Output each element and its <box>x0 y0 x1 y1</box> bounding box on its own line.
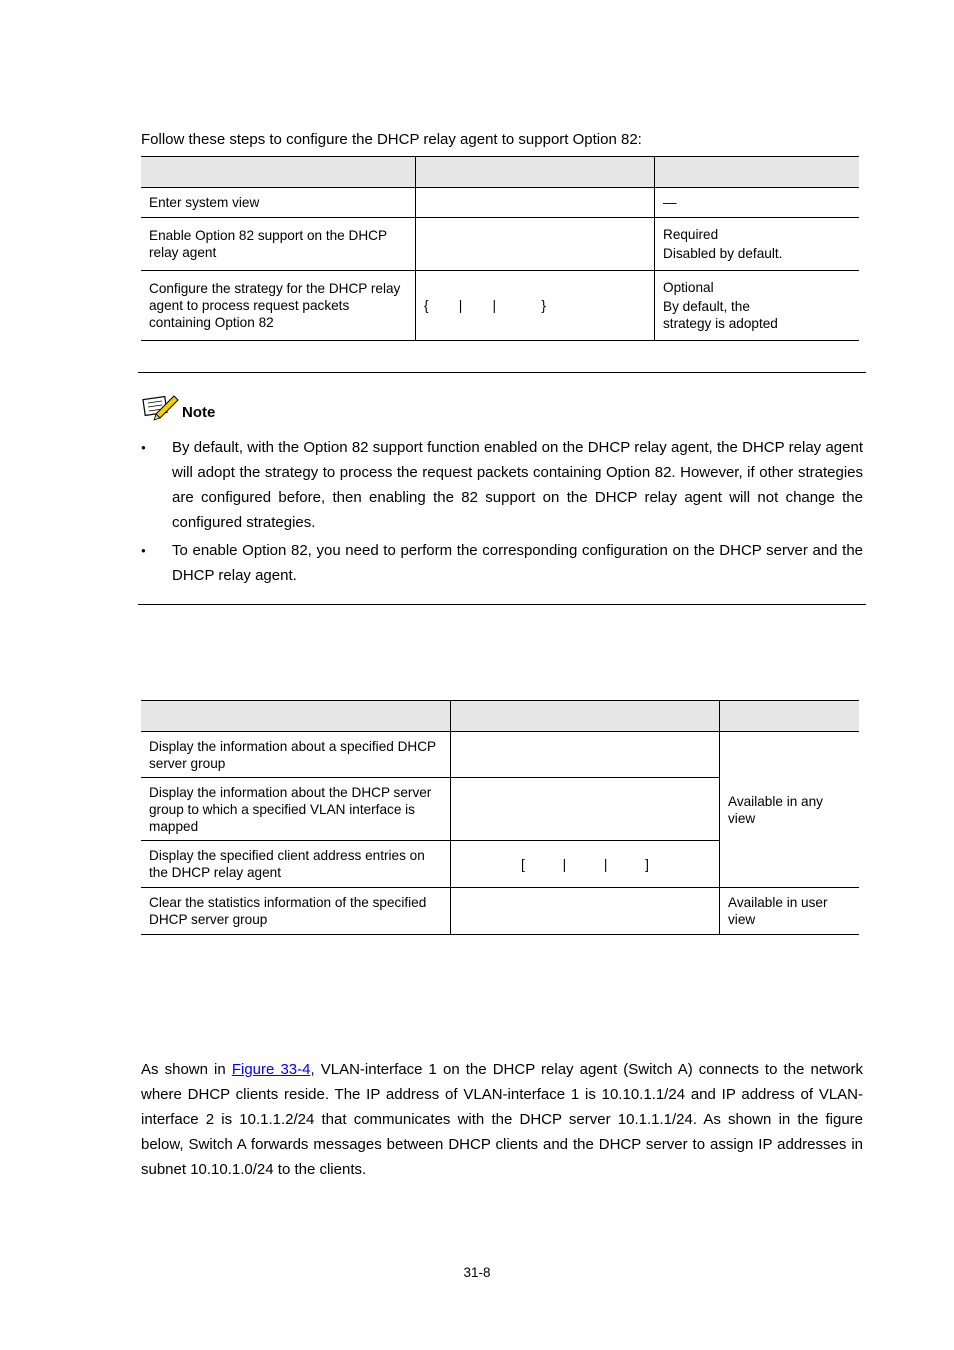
operation-cell: Enter system view <box>141 188 416 218</box>
header-cell <box>416 157 655 188</box>
command-cell: { | | } <box>416 271 655 341</box>
remarks-cell: Available in any view <box>720 732 860 888</box>
header-cell <box>655 157 860 188</box>
operation-cell: Display the information about the DHCP server group to which a specified VLAN interface is mapped <box>141 778 451 841</box>
table-header-row <box>141 157 859 188</box>
table-row <box>141 188 859 218</box>
intro-text: Follow these steps to configure the DHCP relay agent to support Option 82: <box>141 131 642 148</box>
option82-config-table <box>141 156 859 341</box>
note-bullet-list <box>141 435 863 588</box>
remarks-cell: — <box>655 188 860 218</box>
note-bullet-2: ● To enable Option 82, you need to perform the corresponding configuration on the DHCP server and the DHCP relay agent. <box>141 538 863 588</box>
table-row <box>141 271 859 341</box>
note-bullet-1: ● By default, with the Option 82 support function enabled on the DHCP relay agent, the DHCP relay agent will adopt the strategy to process the request packets containing Option 82. However, if other strategies are configured before, then enabling the 82 support on the DHCP relay agent will not change the configured strategies. <box>141 435 863 535</box>
table-row <box>141 218 859 271</box>
remarks-cell: Optional By default, the strategy is adopted <box>655 271 860 341</box>
command-cell: [ | | ] <box>451 841 720 888</box>
header-cell <box>141 701 451 732</box>
display-commands-table <box>141 700 859 935</box>
header-cell <box>720 701 860 732</box>
header-cell <box>451 701 720 732</box>
operation-cell: Display the specified client address entries on the DHCP relay agent <box>141 841 451 888</box>
command-cell <box>416 188 655 218</box>
note-bottom-rule <box>138 604 866 605</box>
figure-link[interactable]: Figure 33-4 <box>231 1061 311 1078</box>
remarks-cell: Available in user view <box>720 888 860 935</box>
note-pencil-icon <box>142 392 180 427</box>
table-header-row <box>141 701 859 732</box>
header-cell <box>141 157 416 188</box>
command-cell <box>451 778 720 841</box>
operation-cell: Clear the statistics information of the specified DHCP server group <box>141 888 451 935</box>
network-description-paragraph: As shown in Figure 33-4, VLAN-interface 1 on the DHCP relay agent (Switch A) connects to the network where DHCP clients reside. The IP address of VLAN-interface 1 is 10.10.1.1/24 and IP address of VLAN-interface 2 is 10.1.1.2/24 that communicates with the DHCP server 10.1.1.1/24. As shown in the figure below, Switch A forwards messages between DHCP clients and the DHCP server to assign IP addresses in subnet 10.10.1.0/24 to the clients. <box>141 1061 863 1178</box>
remarks-cell: Required Disabled by default. <box>655 218 860 271</box>
operation-cell: Enable Option 82 support on the DHCP relay agent <box>141 218 416 271</box>
page-number: 31-8 <box>463 1265 491 1280</box>
note-top-rule <box>138 372 866 373</box>
command-cell <box>451 732 720 778</box>
operation-cell: Configure the strategy for the DHCP relay agent to process request packets containing Option 82 <box>141 271 416 341</box>
command-cell <box>451 888 720 935</box>
operation-cell: Display the information about a specified DHCP server group <box>141 732 451 778</box>
table-row <box>141 732 859 778</box>
note-label: Note <box>182 404 216 421</box>
command-cell <box>416 218 655 271</box>
table-row <box>141 888 859 935</box>
